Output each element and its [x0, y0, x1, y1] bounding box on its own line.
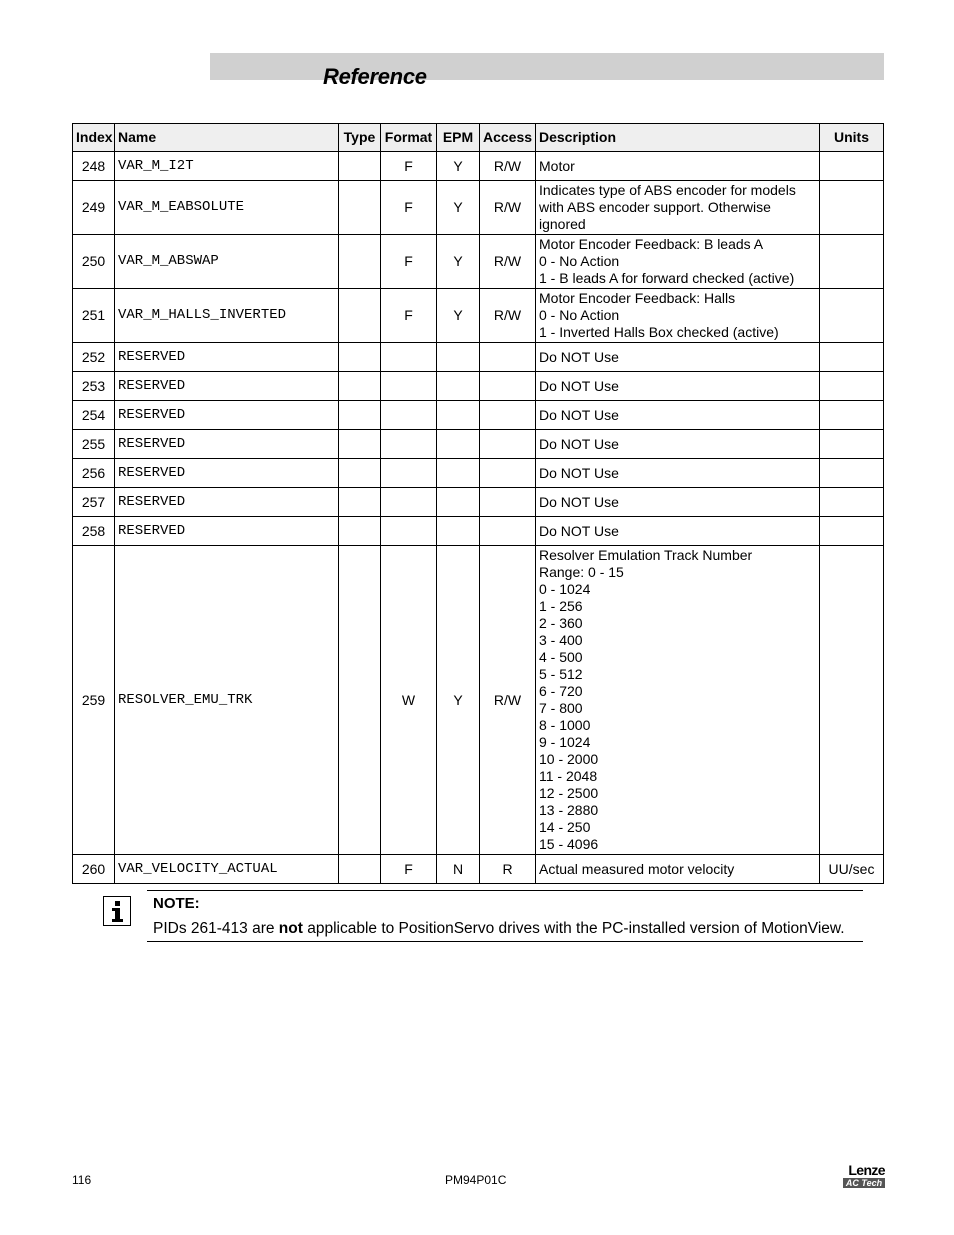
- description-line: 6 - 720: [539, 683, 583, 699]
- cell-units: [820, 343, 884, 372]
- header-bar: [210, 53, 884, 80]
- cell-access: R/W: [480, 152, 536, 181]
- cell-units: [820, 372, 884, 401]
- column-header-epm: EPM: [437, 124, 480, 152]
- description-line: 1 - B leads A for forward checked (active): [539, 270, 795, 286]
- cell-name: VAR_M_HALLS_INVERTED: [115, 289, 339, 343]
- description-line: Do NOT Use: [539, 377, 619, 394]
- cell-type: [339, 343, 381, 372]
- cell-description: [536, 517, 820, 546]
- cell-format: [381, 430, 437, 459]
- cell-access: [480, 430, 536, 459]
- note-rule-top: [147, 890, 863, 891]
- cell-description: [536, 289, 820, 343]
- cell-epm: Y: [437, 546, 480, 855]
- cell-units: [820, 152, 884, 181]
- cell-units: [820, 235, 884, 289]
- table-row: [73, 459, 884, 488]
- description-line: Indicates type of ABS encoder for models: [539, 182, 796, 198]
- table-body: [73, 152, 884, 884]
- cell-format: [381, 372, 437, 401]
- cell-units: [820, 459, 884, 488]
- cell-access: [480, 401, 536, 430]
- cell-name: VAR_M_EABSOLUTE: [115, 181, 339, 235]
- description-line: with ABS encoder support. Otherwise: [539, 199, 771, 215]
- cell-name: RESERVED: [115, 517, 339, 546]
- cell-index: 248: [73, 152, 115, 181]
- logo-wordmark: Lenze: [848, 1162, 885, 1178]
- note-text: [153, 920, 845, 938]
- cell-format: [381, 459, 437, 488]
- cell-access: [480, 343, 536, 372]
- cell-format: F: [381, 235, 437, 289]
- table-row: [73, 152, 884, 181]
- description-line: 10 - 2000: [539, 751, 599, 767]
- description-line: Do NOT Use: [539, 348, 619, 365]
- cell-type: [339, 235, 381, 289]
- cell-description: [536, 152, 820, 181]
- cell-index: 256: [73, 459, 115, 488]
- table-row: [73, 488, 884, 517]
- cell-units: [820, 289, 884, 343]
- cell-epm: Y: [437, 181, 480, 235]
- cell-name: RESERVED: [115, 343, 339, 372]
- cell-format: F: [381, 289, 437, 343]
- description-line: ignored: [539, 216, 586, 232]
- cell-name: VAR_VELOCITY_ACTUAL: [115, 855, 339, 884]
- cell-description: [536, 488, 820, 517]
- cell-format: [381, 401, 437, 430]
- table-row: [73, 289, 884, 343]
- cell-units: [820, 401, 884, 430]
- cell-epm: Y: [437, 289, 480, 343]
- description-line: 12 - 2500: [539, 785, 599, 801]
- cell-name: RESOLVER_EMU_TRK: [115, 546, 339, 855]
- cell-type: [339, 152, 381, 181]
- cell-access: [480, 517, 536, 546]
- cell-type: [339, 430, 381, 459]
- cell-index: 260: [73, 855, 115, 884]
- table-row: [73, 855, 884, 884]
- cell-type: [339, 289, 381, 343]
- description-line: 1 - 256: [539, 598, 583, 614]
- cell-description: [536, 430, 820, 459]
- table-row: [73, 401, 884, 430]
- column-header-type: Type: [339, 124, 381, 152]
- table-row: [73, 430, 884, 459]
- cell-description: [536, 235, 820, 289]
- note-text-bold: not: [278, 920, 303, 937]
- cell-access: [480, 488, 536, 517]
- cell-epm: Y: [437, 235, 480, 289]
- cell-type: [339, 855, 381, 884]
- description-line: Actual measured motor velocity: [539, 860, 735, 877]
- description-line: 9 - 1024: [539, 734, 591, 750]
- cell-name: RESERVED: [115, 372, 339, 401]
- table-row: [73, 546, 884, 855]
- description-line: 5 - 512: [539, 666, 583, 682]
- cell-access: R/W: [480, 235, 536, 289]
- note-rule-bottom: [147, 941, 863, 942]
- column-header-name: Name: [115, 124, 339, 152]
- description-line: 15 - 4096: [539, 836, 599, 852]
- cell-name: RESERVED: [115, 401, 339, 430]
- description-line: 14 - 250: [539, 819, 591, 835]
- cell-access: [480, 372, 536, 401]
- column-header-description: Description: [536, 124, 820, 152]
- cell-units: [820, 517, 884, 546]
- column-header-format: Format: [381, 124, 437, 152]
- document-id: PM94P01C: [445, 1173, 507, 1187]
- cell-description: [536, 343, 820, 372]
- description-line: 3 - 400: [539, 632, 583, 648]
- cell-index: 258: [73, 517, 115, 546]
- cell-epm: [437, 401, 480, 430]
- lenze-logo: [843, 1163, 885, 1188]
- cell-description: [536, 855, 820, 884]
- cell-units: [820, 546, 884, 855]
- cell-format: F: [381, 152, 437, 181]
- description-line: Motor: [539, 157, 575, 174]
- cell-epm: [437, 488, 480, 517]
- cell-index: 252: [73, 343, 115, 372]
- description-line: 13 - 2880: [539, 802, 599, 818]
- description-line: Do NOT Use: [539, 522, 619, 539]
- table-row: [73, 181, 884, 235]
- cell-type: [339, 372, 381, 401]
- cell-access: R/W: [480, 181, 536, 235]
- cell-format: [381, 488, 437, 517]
- table-row: [73, 343, 884, 372]
- cell-type: [339, 401, 381, 430]
- description-line: 7 - 800: [539, 700, 583, 716]
- note-heading: NOTE:: [153, 895, 200, 912]
- description-line: Motor Encoder Feedback: B leads A: [539, 236, 764, 252]
- cell-index: 257: [73, 488, 115, 517]
- description-line: Do NOT Use: [539, 493, 619, 510]
- cell-epm: [437, 459, 480, 488]
- logo-subbrand: AC Tech: [843, 1178, 885, 1188]
- cell-type: [339, 488, 381, 517]
- cell-name: RESERVED: [115, 488, 339, 517]
- note-text-start: PIDs 261-413 are: [153, 920, 279, 937]
- cell-description: [536, 181, 820, 235]
- cell-epm: [437, 372, 480, 401]
- column-header-access: Access: [480, 124, 536, 152]
- cell-name: VAR_M_I2T: [115, 152, 339, 181]
- cell-units: UU/sec: [820, 855, 884, 884]
- cell-type: [339, 517, 381, 546]
- description-line: Resolver Emulation Track Number: [539, 547, 753, 563]
- description-line: 0 - No Action: [539, 307, 620, 323]
- cell-index: 254: [73, 401, 115, 430]
- cell-units: [820, 488, 884, 517]
- cell-index: 259: [73, 546, 115, 855]
- cell-index: 251: [73, 289, 115, 343]
- description-line: Do NOT Use: [539, 435, 619, 452]
- table-row: [73, 517, 884, 546]
- description-line: Range: 0 - 15: [539, 564, 624, 580]
- cell-type: [339, 459, 381, 488]
- column-header-units: Units: [820, 124, 884, 152]
- cell-access: R/W: [480, 289, 536, 343]
- page-title: Reference: [323, 64, 427, 89]
- cell-name: VAR_M_ABSWAP: [115, 235, 339, 289]
- table-header-row: [73, 124, 884, 152]
- cell-units: [820, 430, 884, 459]
- cell-name: RESERVED: [115, 430, 339, 459]
- description-line: Do NOT Use: [539, 464, 619, 481]
- page-number: 116: [72, 1173, 92, 1187]
- description-line: 0 - 1024: [539, 581, 591, 597]
- cell-units: [820, 181, 884, 235]
- cell-epm: Y: [437, 152, 480, 181]
- cell-index: 249: [73, 181, 115, 235]
- parameter-table: [72, 123, 884, 884]
- cell-epm: [437, 517, 480, 546]
- table-row: [73, 372, 884, 401]
- table-row: [73, 235, 884, 289]
- info-icon: [103, 896, 131, 926]
- cell-description: [536, 459, 820, 488]
- cell-format: [381, 343, 437, 372]
- cell-index: 250: [73, 235, 115, 289]
- description-line: 11 - 2048: [539, 768, 598, 784]
- cell-epm: N: [437, 855, 480, 884]
- cell-epm: [437, 430, 480, 459]
- description-line: Do NOT Use: [539, 406, 619, 423]
- cell-index: 255: [73, 430, 115, 459]
- cell-access: [480, 459, 536, 488]
- description-line: 1 - Inverted Halls Box checked (active): [539, 324, 779, 340]
- cell-index: 253: [73, 372, 115, 401]
- column-header-index: Index: [73, 124, 115, 152]
- cell-description: [536, 401, 820, 430]
- description-line: Motor Encoder Feedback: Halls: [539, 290, 736, 306]
- cell-type: [339, 181, 381, 235]
- description-line: 0 - No Action: [539, 253, 620, 269]
- description-line: 8 - 1000: [539, 717, 591, 733]
- description-line: 4 - 500: [539, 649, 583, 665]
- cell-format: [381, 517, 437, 546]
- description-line: 2 - 360: [539, 615, 583, 631]
- cell-name: RESERVED: [115, 459, 339, 488]
- cell-type: [339, 546, 381, 855]
- cell-format: F: [381, 855, 437, 884]
- cell-format: F: [381, 181, 437, 235]
- cell-description: [536, 546, 820, 855]
- cell-epm: [437, 343, 480, 372]
- cell-access: R: [480, 855, 536, 884]
- cell-description: [536, 372, 820, 401]
- cell-format: W: [381, 546, 437, 855]
- note-text-end: applicable to PositionServo drives with the PC-installed version of MotionView.: [302, 920, 845, 937]
- cell-access: R/W: [480, 546, 536, 855]
